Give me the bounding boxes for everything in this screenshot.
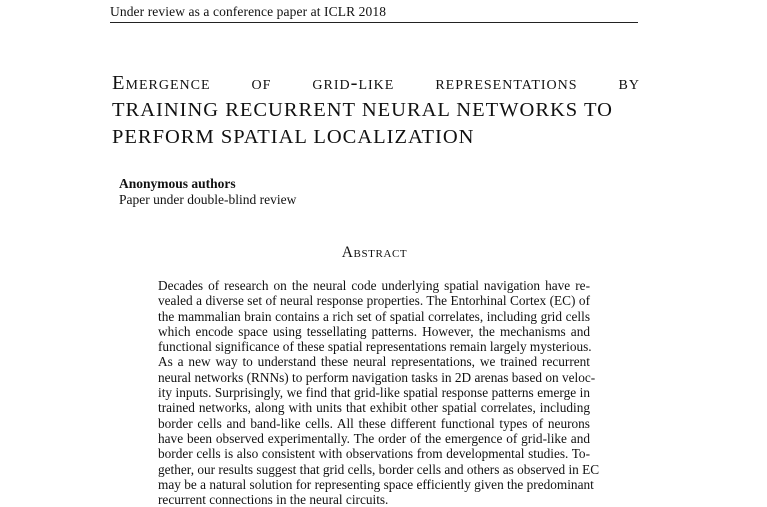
abstract-line: the mammalian brain contains a rich set of spatial correlates, including grid cells	[158, 308, 590, 324]
title-line: Emergence of grid-like representations by	[112, 72, 640, 94]
abstract-heading: Abstract	[341, 244, 408, 261]
header-rule	[110, 22, 638, 23]
running-head: Under review as a conference paper at ICLR 2018	[110, 4, 387, 19]
abstract-line: neural networks (RNNs) to perform navigation tasks in 2D arenas based on veloc-	[158, 369, 596, 385]
abstract-line: ity inputs. Surprisingly, we find that grid-like spatial response patterns emerge in	[158, 385, 590, 401]
abstract-line: As a new way to understand these neural representations, we trained recurrent	[158, 354, 590, 370]
abstract-line: functional significance of these spatial representations remain largely mysterious.	[158, 339, 592, 355]
abstract-line: gether, our results suggest that grid cells, border cells and others as observed in EC	[158, 461, 600, 477]
abstract-line: may be a natural solution for representing space efficiently given the predominant	[158, 476, 594, 492]
abstract-line: border cells and band-like cells. All these different functional types of neurons	[158, 415, 590, 431]
author-block	[119, 176, 296, 208]
title-line: PERFORM SPATIAL LOCALIZATION	[112, 126, 475, 148]
paper-title	[112, 70, 640, 151]
abstract-line: trained networks, along with units that exhibit other spatial correlates, including	[158, 400, 590, 416]
abstract-body	[158, 278, 600, 507]
abstract-line: have been observed experimentally. The order of the emergence of grid-like and	[158, 430, 590, 446]
abstract-line: border cells is also consistent with observations from developmental studies. To-	[158, 446, 590, 462]
author-affiliation: Paper under double-blind review	[119, 192, 297, 207]
abstract-line: vealed a diverse set of neural response properties. The Entorhinal Cortex (EC) of	[158, 293, 590, 309]
author-name: Anonymous authors	[119, 176, 236, 191]
abstract-line: which encode space using tessellating patterns. However, the mechanisms and	[158, 323, 590, 339]
abstract-line: recurrent connections in the neural circuits.	[158, 492, 389, 507]
title-line: TRAINING RECURRENT NEURAL NETWORKS TO	[112, 99, 613, 121]
abstract-line: Decades of research on the neural code underlying spatial navigation have re-	[158, 278, 590, 293]
